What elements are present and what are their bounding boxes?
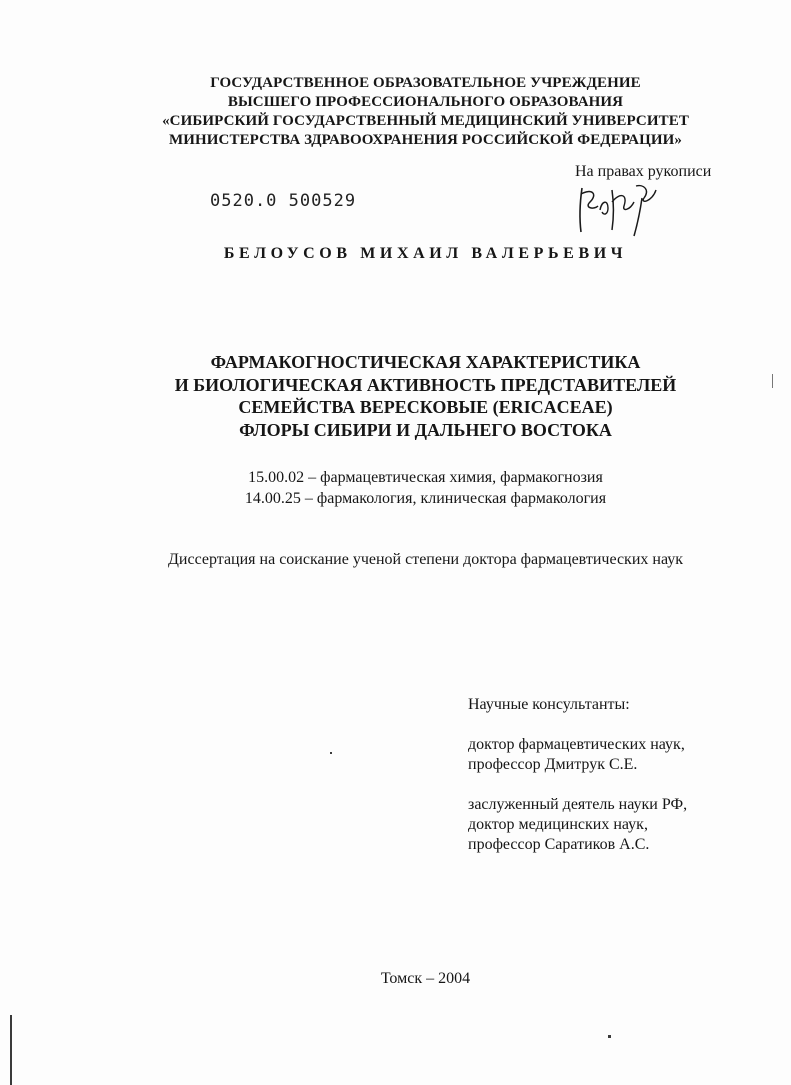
scan-speck xyxy=(772,374,773,388)
institution-line: ГОСУДАРСТВЕННОЕ ОБРАЗОВАТЕЛЬНОЕ УЧРЕЖДЕНИЕ xyxy=(210,75,641,91)
consultant-line: профессор Саратиков А.С. xyxy=(468,836,650,853)
dissertation-title xyxy=(0,351,791,441)
author-name: БЕЛОУСОВ МИХАИЛ ВАЛЕРЬЕВИЧ xyxy=(223,245,628,262)
scan-speck xyxy=(608,1035,611,1038)
institution-line: «СИБИРСКИЙ ГОСУДАРСТВЕННЫЙ МЕДИЦИНСКИЙ УНИВЕРСИТЕТ xyxy=(162,113,689,129)
title-line: ФАРМАКОГНОСТИЧЕСКАЯ ХАРАКТЕРИСТИКА xyxy=(210,352,641,372)
consultants-heading: Научные консультанты: xyxy=(468,696,630,713)
title-line: СЕМЕЙСТВА ВЕРЕСКОВЫЕ (ERICACEAE) xyxy=(238,397,613,417)
institution-header xyxy=(0,74,791,150)
title-line: И БИОЛОГИЧЕСКАЯ АКТИВНОСТЬ ПРЕДСТАВИТЕЛЕЙ xyxy=(174,374,677,395)
registration-number: 0520.0 500529 xyxy=(210,191,357,211)
manuscript-rights-note: На правах рукописи xyxy=(575,163,712,180)
institution-line: МИНИСТЕРСТВА ЗДРАВООХРАНЕНИЯ РОССИЙСКОЙ ФЕДЕРАЦИИ» xyxy=(168,132,683,148)
consultant-line: профессор Дмитрук С.Е. xyxy=(468,756,638,773)
consultant-line: доктор медицинских наук, xyxy=(468,816,648,833)
consultant-line: доктор фармацевтических наук, xyxy=(468,736,685,753)
scan-speck xyxy=(330,752,332,754)
title-line: ФЛОРЫ СИБИРИ И ДАЛЬНЕГО ВОСТОКА xyxy=(239,419,612,440)
degree-statement: Диссертация на соискание ученой степени доктора фармацевтических наук xyxy=(168,551,683,568)
scan-edge-mark xyxy=(10,1015,12,1085)
consultant-line: заслуженный деятель науки РФ, xyxy=(468,796,688,813)
handwritten-signature xyxy=(568,180,668,238)
scientific-consultants xyxy=(468,695,687,875)
consultant-entry xyxy=(468,795,687,855)
city-and-year: Томск – 2004 xyxy=(380,970,471,987)
consultant-entry xyxy=(468,735,687,775)
institution-line: ВЫСШЕГО ПРОФЕССИОНАЛЬНОГО ОБРАЗОВАНИЯ xyxy=(227,94,624,110)
specialty-line: 14.00.25 – фармакология, клиническая фармакология xyxy=(244,490,607,507)
specialty-line: 15.00.02 – фармацевтическая химия, фармакогнозия xyxy=(248,469,603,486)
specialty-codes xyxy=(0,467,791,509)
